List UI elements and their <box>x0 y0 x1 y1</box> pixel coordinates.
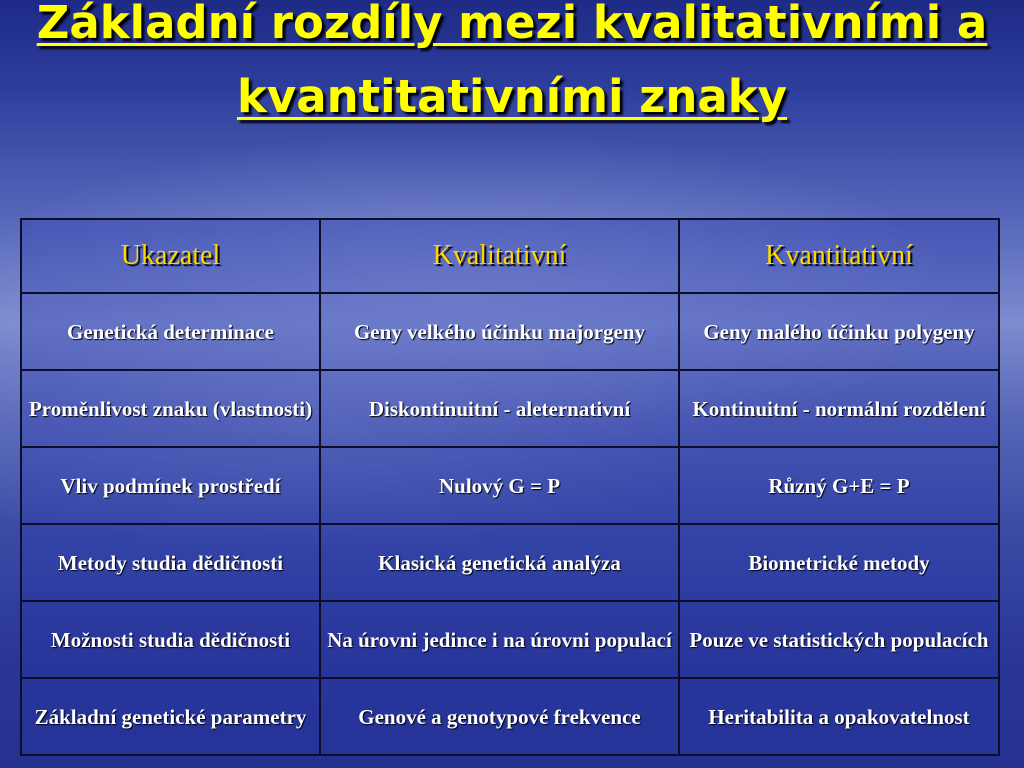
table-cell: Základní genetické parametry <box>21 678 320 755</box>
slide-title: Základní rozdíly mezi kvalitativními a kvantitativními znaky <box>36 0 988 123</box>
table-cell: Heritabilita a opakovatelnost <box>679 678 999 755</box>
table-cell: Genetická determinace <box>21 293 320 370</box>
table-cell: Kontinuitní - normální rozdělení <box>679 370 999 447</box>
table-row <box>21 370 999 447</box>
table-cell: Biometrické metody <box>679 524 999 601</box>
table-cell: Na úrovni jedince i na úrovni populací <box>320 601 679 678</box>
comparison-table <box>20 218 1000 756</box>
table-cell: Nulový G = P <box>320 447 679 524</box>
table-header-row <box>21 219 999 293</box>
table-cell: Pouze ve statistických populacích <box>679 601 999 678</box>
table-cell: Vliv podmínek prostředí <box>21 447 320 524</box>
table-cell: Diskontinuitní - aleternativní <box>320 370 679 447</box>
table-row <box>21 447 999 524</box>
table-row <box>21 293 999 370</box>
table-cell: Genové a genotypové frekvence <box>320 678 679 755</box>
table-cell: Metody studia dědičnosti <box>21 524 320 601</box>
table-cell: Klasická genetická analýza <box>320 524 679 601</box>
table-cell: Geny malého účinku polygeny <box>679 293 999 370</box>
table-cell: Možnosti studia dědičnosti <box>21 601 320 678</box>
table-row <box>21 524 999 601</box>
header-ukazatel: Ukazatel <box>21 219 320 293</box>
header-kvantitativni: Kvantitativní <box>679 219 999 293</box>
table-cell: Různý G+E = P <box>679 447 999 524</box>
table-row <box>21 601 999 678</box>
header-kvalitativni: Kvalitativní <box>320 219 679 293</box>
table-cell: Proměnlivost znaku (vlastnosti) <box>21 370 320 447</box>
table-row <box>21 678 999 755</box>
table-cell: Geny velkého účinku majorgeny <box>320 293 679 370</box>
